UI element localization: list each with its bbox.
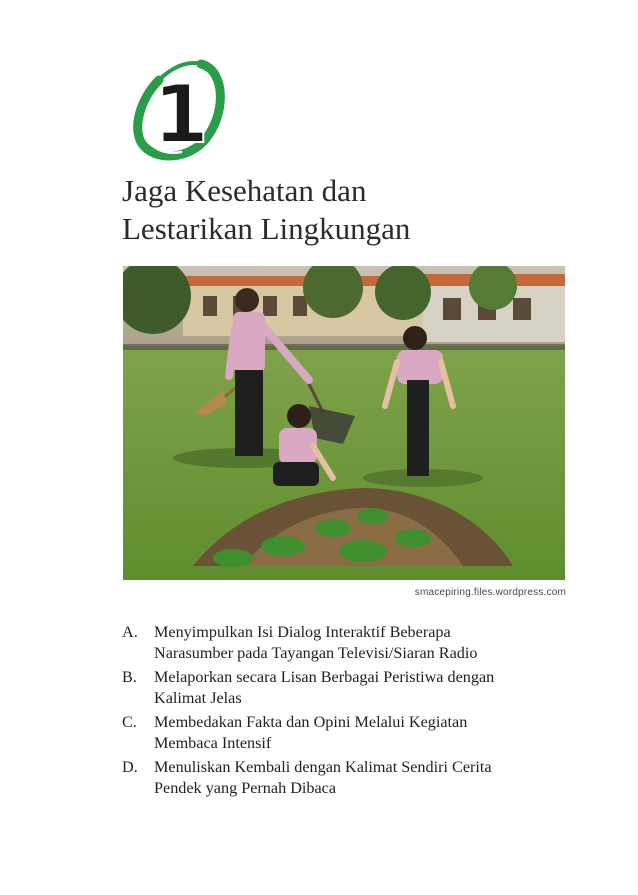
chapter-ring-icon xyxy=(131,56,231,164)
chapter-title-line-2: Lestarikan Lingkungan xyxy=(122,211,411,246)
chapter-photo xyxy=(123,266,565,580)
photo-credit: smacepiring.files.wordpress.com xyxy=(414,587,566,598)
objective-letter: D. xyxy=(122,758,138,776)
objective-b xyxy=(122,667,562,709)
objective-line: Melaporkan secara Lisan Berbagai Peristiwa dengan xyxy=(154,668,495,686)
objective-line: Menuliskan Kembali dengan Kalimat Sendiri Cerita xyxy=(154,758,492,776)
objective-line: Membaca Intensif xyxy=(154,734,272,752)
objectives-list xyxy=(122,622,562,802)
objective-line: Kalimat Jelas xyxy=(154,689,242,707)
objective-a xyxy=(122,622,562,664)
objective-line: Pendek yang Pernah Dibaca xyxy=(154,779,337,797)
objective-letter: B. xyxy=(122,668,137,686)
chapter-number: 1 xyxy=(153,68,209,161)
chapter-title-line-1: Jaga Kesehatan dan xyxy=(122,173,367,208)
objective-line: Narasumber pada Tayangan Televisi/Siaran Radio xyxy=(154,644,478,662)
objective-text xyxy=(154,757,562,799)
objective-c xyxy=(122,712,562,754)
objective-line: Menyimpulkan Isi Dialog Interaktif Beberapa xyxy=(154,623,451,641)
objective-letter: A. xyxy=(122,623,138,641)
objective-line: Membedakan Fakta dan Opini Melalui Kegiatan xyxy=(154,713,468,731)
objective-text xyxy=(154,712,562,754)
objective-text xyxy=(154,667,562,709)
objective-text xyxy=(154,622,562,664)
objective-letter: C. xyxy=(122,713,137,731)
objective-d xyxy=(122,757,562,799)
chapter-number-badge xyxy=(131,56,231,164)
students-cleaning-yard-photo-icon xyxy=(123,266,565,580)
chapter-title xyxy=(122,172,582,248)
